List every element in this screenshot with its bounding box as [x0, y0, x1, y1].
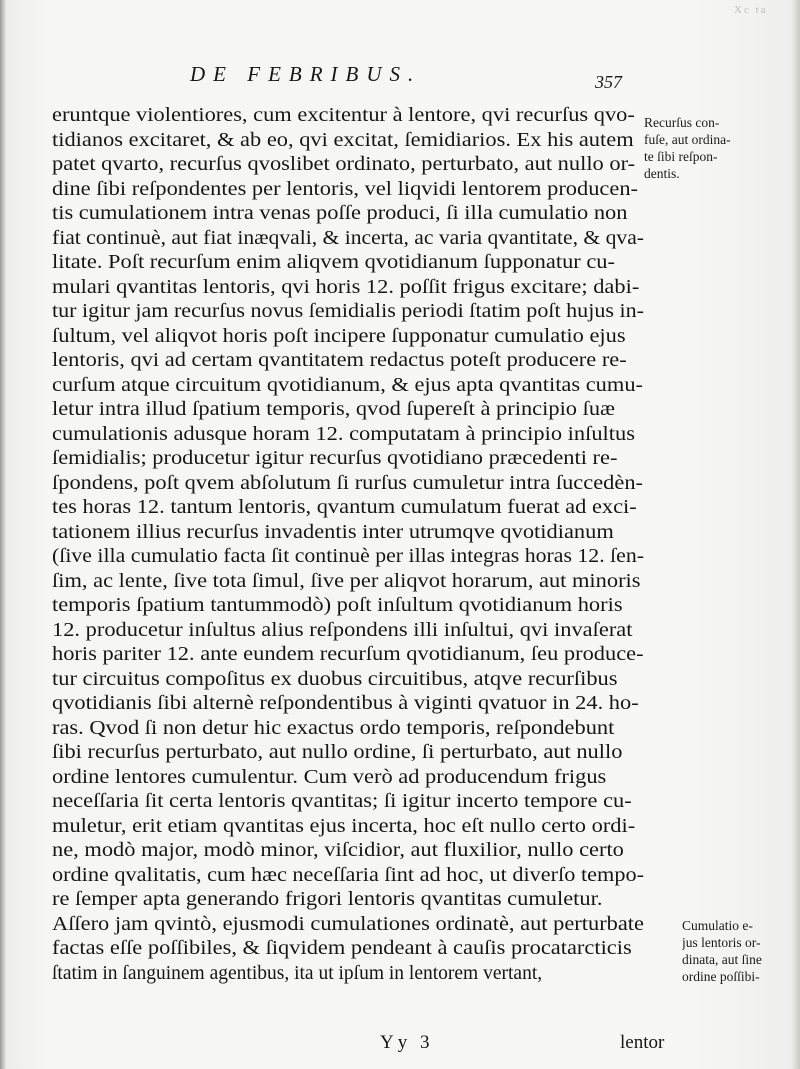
text-line — [52, 717, 644, 742]
text-line-content: cumulationis adusque horam 12. computatam à principio inſultus — [52, 423, 635, 445]
text-line — [52, 251, 644, 276]
marginal-note-line: te ſibi reſpon- — [644, 149, 718, 164]
text-line — [52, 839, 644, 864]
page-number: 357 — [595, 72, 622, 92]
text-line-content: horis pariter 12. ante eundem recurſum qvotidianum, ſeu produce- — [52, 644, 644, 665]
text-line-content: ſibi recurſus perturbato, aut nullo ordine, ſi perturbato, aut nullo — [52, 742, 623, 763]
marginal-note-line: dinata, aut ſine — [682, 952, 762, 967]
text-line-content: temporis ſpatium tantummodò) poſt inſultum qvotidianum horis — [52, 595, 623, 616]
text-line — [52, 668, 644, 693]
text-line — [52, 325, 644, 350]
text-line — [52, 202, 644, 227]
text-line-content: (ſive illa cumulatio facta ſit continuè per illas integras horas 12. ſen- — [52, 546, 644, 567]
text-line — [52, 227, 644, 252]
body-text — [52, 104, 644, 986]
marginal-note-cumulatio — [682, 917, 796, 985]
text-line-content: ſemidialis; producetur igitur recurſus qvotidiano præcedenti re- — [52, 448, 618, 469]
text-line — [52, 619, 644, 644]
text-line-content: letur intra illud ſpatium temporis, qvod ſupereſt à principio ſuæ — [52, 399, 616, 420]
text-line-content: Aſſero jam qvintò, ejusmodi cumulationes ordinatè, aut perturbate — [52, 913, 644, 935]
text-line-content: eruntque violentiores, cum excitentur à lentore, qvi recurſus qvo- — [52, 105, 635, 126]
text-line — [52, 864, 644, 889]
marginal-note-recursus — [644, 114, 774, 182]
text-line-content: tationem illius recurſus invadentis inter utrumqve qvotidianum — [52, 521, 614, 543]
text-line — [52, 643, 644, 668]
text-line-content: ordine lentores cumulentur. Cum verò ad producendum frigus — [52, 766, 607, 788]
text-line-content: tes horas 12. tantum lentoris, qvantum cumulatum fuerat ad exci- — [52, 497, 637, 518]
text-line — [52, 962, 644, 987]
marginal-note-line: ordine poſſibi- — [682, 969, 760, 984]
text-line — [52, 129, 644, 154]
bleed-through-text: Xc ta — [734, 4, 768, 16]
text-line — [52, 276, 644, 301]
text-line — [52, 153, 644, 178]
text-line-content: ſim, ac lente, ſive tota ſimul, ſive per aliqvot horarum, aut minoris — [52, 570, 641, 592]
signature-mark: Yy 3 — [380, 1032, 434, 1053]
marginal-note-line: fuſe, aut ordina- — [644, 132, 731, 147]
text-line-content: muletur, erit etiam qvantitas ejus incerta, hoc eſt nullo certo ordi- — [52, 815, 636, 837]
text-line — [52, 374, 644, 399]
page-gutter-shadow — [0, 0, 6, 1069]
running-head: DE FEBRIBUS. — [190, 62, 422, 86]
text-line-content: ras. Qvod ſi non detur hic exactus ordo temporis, reſpondebunt — [52, 717, 615, 739]
text-line-content: neceſſaria ſit certa lentoris qvantitas; ſi igitur incerto tempore cu- — [52, 791, 632, 812]
text-line-content: lentoris, qvi ad certam qvantitatem redactus poteſt producere re- — [52, 350, 627, 371]
page-edge-shadow — [790, 0, 800, 1069]
marginal-note-line: dentis. — [644, 166, 680, 181]
text-line — [52, 545, 644, 570]
marginal-note-line: jus lentoris or- — [682, 935, 761, 950]
text-line-content: litate. Poſt recurſum enim aliqvem qvotidianum ſupponatur cu- — [52, 252, 615, 273]
text-line — [52, 472, 644, 497]
text-line — [52, 815, 644, 840]
text-line-content: ſtatim in ſanguinem agentibus, ita ut ipſum in lentorem vertant, — [52, 962, 543, 984]
text-line-content: tur circuitus compoſitus ex duobus circuitibus, atqve recurſibus — [52, 668, 618, 690]
text-line-content: fiat continuè, aut fiat inæqvali, & incerta, ac varia qvantitate, & qva- — [52, 227, 644, 249]
text-line — [52, 104, 644, 129]
text-line-content: dine ſibi reſpondentes per lentoris, vel liqvidi lentorem producen- — [52, 178, 639, 200]
text-line-content: re ſemper apta generando frigori lentoris qvantitas cumuletur. — [52, 889, 603, 910]
text-line — [52, 521, 644, 546]
text-line — [52, 913, 644, 938]
text-line — [52, 766, 644, 791]
text-line-content: patet qvarto, recurſus qvoslibet ordinato, perturbato, aut nullo or- — [52, 154, 636, 175]
catchword: lentor — [620, 1032, 665, 1053]
text-line-content: factas eſſe poſſibiles, & ſiqvidem pendeant à cauſis procatarcticis — [52, 938, 632, 959]
text-line — [52, 570, 644, 595]
text-line — [52, 178, 644, 203]
text-line-content: ordine qvalitatis, cum hæc neceſſaria ſint ad hoc, ut diverſo tempo- — [52, 864, 644, 886]
marginal-note-line: Cumulatio e- — [682, 918, 753, 933]
text-line — [52, 398, 644, 423]
text-line — [52, 790, 644, 815]
text-line-content: tur igitur jam recurſus novus ſemidialis periodi ſtatim poſt hujus in- — [52, 301, 644, 322]
text-line-content: ne, modò major, modò minor, viſcidior, aut fluxilior, nullo certo — [52, 840, 624, 861]
text-line-content: qvotidianis ſibi alternè reſpondentibus à viginti qvatuor in 24. ho- — [52, 693, 639, 714]
text-line — [52, 300, 644, 325]
text-line — [52, 496, 644, 521]
text-line — [52, 741, 644, 766]
text-line-content: mulari qvantitas lentoris, qvi horis 12. poſſit frigus excitare; dabi- — [52, 276, 640, 298]
text-line — [52, 447, 644, 472]
text-line-content: ſultum, vel aliqvot horis poſt incipere ſupponatur cumulatio ejus — [52, 325, 626, 347]
text-line — [52, 692, 644, 717]
text-line — [52, 888, 644, 913]
text-line — [52, 423, 644, 448]
text-line-content: curſum atque circuitum qvotidianum, & ejus apta qvantitas cumu- — [52, 374, 644, 396]
text-line — [52, 937, 644, 962]
text-line-content: ſpondens, poſt qvem abſolutum ſi rurſus cumuletur intra ſuccedèn- — [52, 472, 644, 494]
text-line — [52, 349, 644, 374]
text-line-content: tidianos excitaret, & ab eo, qvi excitat, ſemidiarios. Ex his autem — [52, 129, 634, 151]
text-line-content: tis cumulationem intra venas poſſe produci, ſi illa cumulatio non — [52, 203, 628, 224]
marginal-note-line: Recurſus con- — [644, 115, 720, 130]
text-line — [52, 594, 644, 619]
text-line-content: 12. producetur inſultus alius reſpondens illi inſultui, qvi invaſerat — [52, 619, 633, 641]
